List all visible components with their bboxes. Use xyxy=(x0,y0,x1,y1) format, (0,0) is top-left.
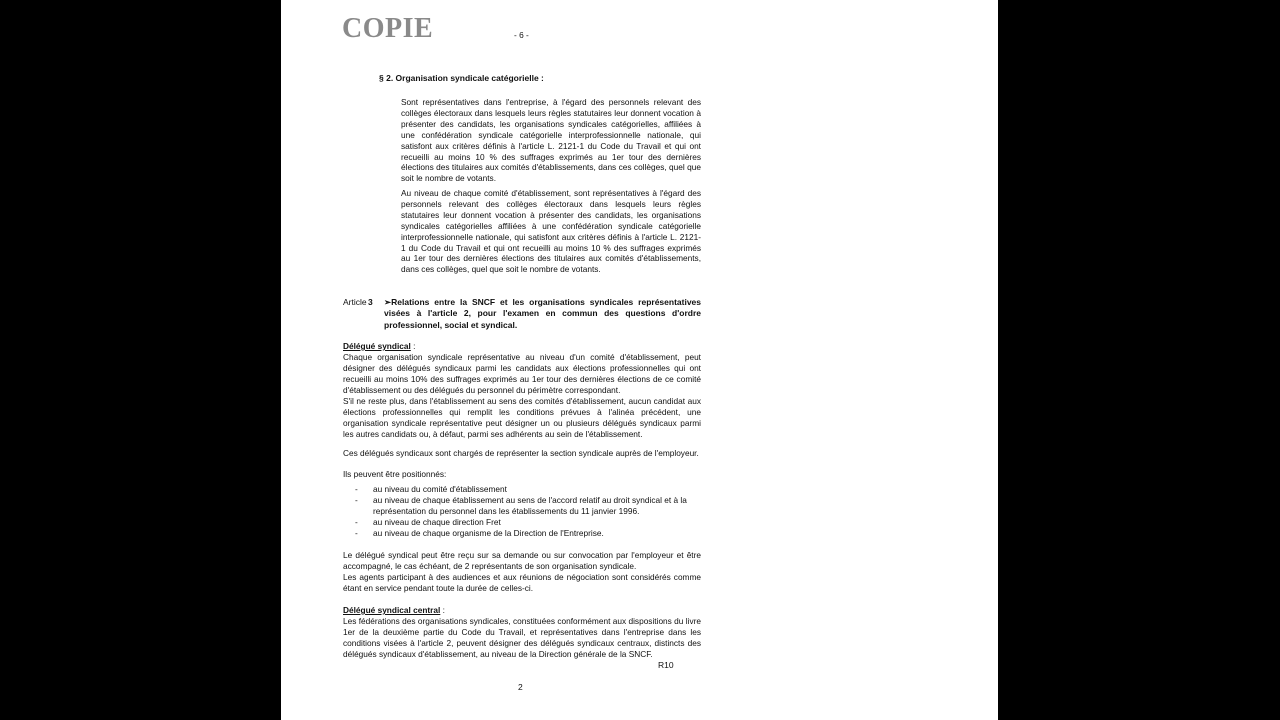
position-list xyxy=(355,484,701,539)
delegue-paragraph-6: Les agents participant à des audiences et aux réunions de négociation sont considérés comme étant en service pendant toute la durée de celles-ci. xyxy=(343,572,701,593)
bottom-page-number: 2 xyxy=(518,682,523,692)
central-paragraph-1: Les fédérations des organisations syndicales, constituées conformément aux dispositions du livre 1er de la deuxième partie du Code du Travail, et représentatives dans l'entreprise dans les conditions visées à l'article 2, peuvent désigner des délégués syndicaux centraux, distincts des délégués syndicaux d'établissement, au niveau de la Direction générale de la SNCF. xyxy=(343,616,701,659)
section-paragraph-1: Sont représentatives dans l'entreprise, à l'égard des personnels relevant des collèges électoraux dans lesquels leurs règles statutaires leur donnent vocation à présenter des candidats, les organisations syndicales catégorielles, affiliées à une confédération syndicale catégorielle interprofessionnelle nationale, qui satisfont aux critères définis à l'article L. 2121-1 du Code du Travail et qui ont recueilli au moins 10 % des suffrages exprimés au 1er tour des dernières élections des titulaires aux comités d'établissements, dans ces collèges, quel que soit le nombre de votants. xyxy=(401,97,701,184)
delegue-paragraph-4: Ils peuvent être positionnés: xyxy=(343,469,447,479)
document-page xyxy=(281,0,998,720)
copy-stamp: COPIE xyxy=(342,13,434,44)
delegue-heading-line xyxy=(343,341,701,352)
article-label: Article xyxy=(343,297,367,307)
delegue-paragraph-1: Chaque organisation syndicale représentative au niveau d'un comité d'établissement, peut désigner des délégués syndicaux parmi les candidats aux élections professionnelles qui ont recueilli au moins 10% des suffrages exprimés au 1er tour des dernières élections de ce comité d'établissement ou des délégués du personnel du périmètre correspondant. xyxy=(343,352,701,395)
delegue-heading-suffix: : xyxy=(410,341,416,351)
top-page-number: - 6 - xyxy=(514,30,529,40)
delegue-paragraph-5: Le délégué syndical peut être reçu sur sa demande ou sur convocation par l'employeur et être accompagné, le cas échéant, de 2 représentants de son organisation syndicale. xyxy=(343,550,701,571)
list-item: - au niveau du comité d'établissement xyxy=(355,484,507,494)
list-item: - au niveau de chaque direction Fret xyxy=(355,516,501,527)
central-heading: Délégué syndical central xyxy=(343,605,441,615)
list-item: - au niveau de chaque organisme de la Direction de l'Entreprise. xyxy=(355,527,604,538)
central-heading-suffix: : xyxy=(440,605,445,615)
list-item: - au niveau de chaque établissement au sens de l'accord relatif au droit syndical et à la représentation du personnel dans les établissements du 11 janvier 1996. xyxy=(355,494,687,516)
delegue-paragraph-3: Ces délégués syndicaux sont chargés de représenter la section syndicale auprès de l'employeur. xyxy=(343,448,699,458)
article-title: ➢Relations entre la SNCF et les organisations syndicales représentatives visées à l'article 2, pour l'examen en commun des questions d'ordre professionnel, social et syndical. xyxy=(384,297,701,330)
central-heading-line xyxy=(343,605,701,616)
article-number: 3 xyxy=(368,297,373,307)
section-heading: § 2. Organisation syndicale catégorielle : xyxy=(379,73,544,83)
delegue-heading: Délégué syndical xyxy=(343,341,411,351)
reference-code: R10 xyxy=(658,660,674,670)
delegue-paragraph-2: S'il ne reste plus, dans l'établissement au sens des comités d'établissement, aucun candidat aux élections professionnelles qui remplit les conditions prévues à l'alinéa précédent, une organisation syndicale représentative peut désigner un ou plusieurs délégués syndicaux parmi les autres candidats ou, à défaut, parmi ses adhérents au sein de l'établissement. xyxy=(343,396,701,439)
section-paragraph-2: Au niveau de chaque comité d'établissement, sont représentatives à l'égard des personnels relevant des collèges électoraux dans lesquels leurs règles statutaires leur donnent vocation à présenter des candidats, les organisations syndicales catégorielles affiliées à une confédération syndicale catégorielle interprofessionnelle nationale, qui satisfont aux critères définis à l'article L. 2121-1 du Code du Travail et qui ont recueilli au moins 10 % des suffrages exprimés au 1er tour des dernières élections des titulaires aux comités d'établissements, dans ces collèges, quel que soit le nombre de votants. xyxy=(401,188,701,275)
